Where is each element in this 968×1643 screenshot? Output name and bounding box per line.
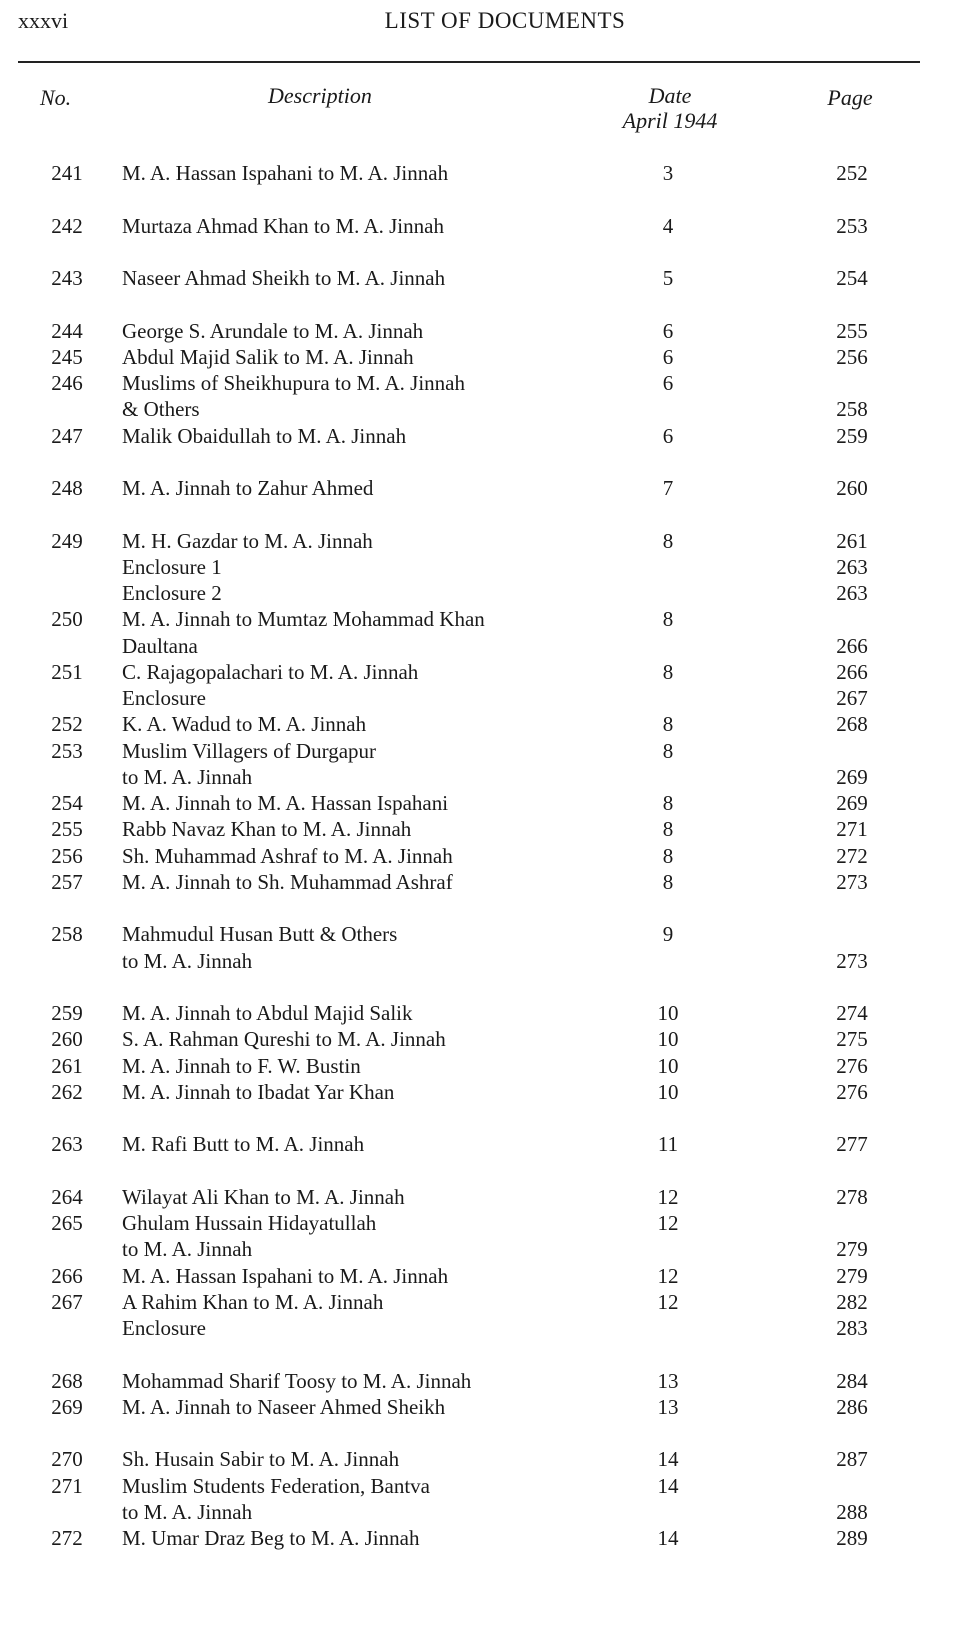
document-page: 259: [836, 423, 868, 448]
document-page: 267: [836, 686, 868, 710]
document-number: 269: [51, 1394, 83, 1419]
list-row: [0, 1289, 968, 1315]
document-description: M. A. Jinnah to Sh. Muhammad Ashraf: [122, 869, 453, 894]
list-row: [0, 1499, 968, 1525]
spacer: [0, 239, 968, 265]
header-rule: [18, 61, 920, 63]
document-date: 13: [657, 1394, 679, 1419]
document-description: Malik Obaidullah to M. A. Jinnah: [122, 423, 407, 448]
document-page: 282: [836, 1289, 868, 1314]
document-page: 283: [836, 1316, 868, 1340]
document-date: 12: [657, 1184, 679, 1209]
document-number: 247: [51, 423, 83, 448]
document-page: 266: [836, 659, 868, 684]
document-date: 8: [662, 659, 674, 684]
document-date: 8: [662, 528, 674, 553]
list-row: [0, 1210, 968, 1236]
document-date: 14: [657, 1447, 679, 1472]
list-row: [0, 1368, 968, 1394]
document-number: 253: [51, 738, 83, 763]
document-description: Enclosure: [122, 1316, 206, 1340]
document-description: to M. A. Jinnah: [122, 1237, 253, 1262]
spacer: [0, 291, 968, 317]
document-number: 255: [51, 817, 83, 842]
document-page: 266: [836, 633, 868, 658]
document-number: 258: [51, 922, 83, 947]
document-description: S. A. Rahman Qureshi to M. A. Jinnah: [122, 1027, 446, 1052]
document-page: 252: [836, 161, 868, 185]
list-row: [0, 1263, 968, 1289]
document-description: M. A. Jinnah to M. A. Hassan Ispahani: [122, 791, 449, 815]
document-date: 8: [662, 607, 674, 632]
document-description: M. H. Gazdar to M. A. Jinnah: [122, 528, 373, 553]
document-description: C. Rajagopalachari to M. A. Jinnah: [122, 659, 419, 684]
document-description: Sh. Husain Sabir to M. A. Jinnah: [122, 1447, 400, 1472]
document-page: 279: [836, 1237, 868, 1262]
list-row: [0, 580, 968, 606]
list-row: [0, 528, 968, 554]
document-date: 8: [662, 817, 674, 842]
document-date: 14: [657, 1526, 679, 1550]
document-description: Ghulam Hussain Hidayatullah: [122, 1211, 377, 1235]
document-page: 286: [836, 1394, 868, 1419]
list-row: [0, 685, 968, 711]
list-row: [0, 1026, 968, 1052]
list-row: [0, 370, 968, 396]
document-number: 256: [51, 843, 83, 868]
document-date: 12: [657, 1211, 679, 1235]
document-description: to M. A. Jinnah: [122, 948, 253, 973]
page-folio: xxxvi: [18, 8, 69, 33]
document-date: 12: [657, 1289, 679, 1314]
document-number: 262: [51, 1079, 83, 1104]
document-number: 272: [51, 1526, 83, 1550]
document-number: 251: [51, 659, 83, 684]
document-date: 8: [662, 843, 674, 868]
list-row: [0, 1473, 968, 1499]
document-number: 245: [51, 344, 83, 369]
document-description: M. A. Jinnah to Abdul Majid Salik: [122, 1001, 413, 1025]
document-date: 11: [657, 1132, 679, 1157]
document-date: 3: [662, 161, 674, 185]
list-row: [0, 1525, 968, 1551]
spacer: [0, 501, 968, 527]
document-number: 261: [51, 1053, 83, 1078]
list-row: [0, 1053, 968, 1079]
document-page: 271: [836, 817, 868, 842]
list-row: [0, 213, 968, 239]
list-row: [0, 843, 968, 869]
document-description: Enclosure 1: [122, 554, 222, 579]
spacer: [0, 1341, 968, 1367]
document-page: 273: [836, 869, 868, 894]
list-row: [0, 344, 968, 370]
spacer: [0, 1158, 968, 1184]
document-page: 269: [836, 764, 868, 789]
list-row: [0, 554, 968, 580]
document-date: 10: [657, 1027, 679, 1052]
document-page: 258: [836, 397, 868, 422]
document-page: 272: [836, 843, 868, 868]
document-description: Sh. Muhammad Ashraf to M. A. Jinnah: [122, 843, 453, 868]
document-page: 256: [836, 344, 868, 369]
list-row: [0, 1131, 968, 1157]
spacer: [0, 1420, 968, 1446]
document-page: 289: [836, 1526, 868, 1550]
document-description: Daultana: [122, 633, 198, 658]
document-description: Wilayat Ali Khan to M. A. Jinnah: [122, 1184, 405, 1209]
column-header-description: Description: [268, 83, 372, 108]
document-description: George S. Arundale to M. A. Jinnah: [122, 318, 424, 343]
document-date: 13: [657, 1368, 679, 1393]
list-row: [0, 396, 968, 422]
list-row: [0, 423, 968, 449]
document-page: 274: [836, 1001, 868, 1025]
document-page: 288: [836, 1499, 868, 1524]
document-number: 270: [51, 1447, 83, 1472]
document-page: 279: [836, 1263, 868, 1288]
document-page: 276: [836, 1053, 868, 1078]
document-date: 10: [657, 1079, 679, 1104]
document-page: 278: [836, 1184, 868, 1209]
document-page: 287: [836, 1447, 868, 1472]
document-number: 268: [51, 1368, 83, 1393]
document-page: 275: [836, 1027, 868, 1052]
list-row: [0, 1079, 968, 1105]
column-header-no: No.: [40, 85, 72, 110]
column-header-date: [600, 83, 740, 133]
list-row: [0, 633, 968, 659]
document-number: 246: [51, 371, 83, 395]
column-header-page: Page: [827, 85, 873, 110]
document-description: M. A. Jinnah to F. W. Bustin: [122, 1053, 361, 1078]
document-number: 264: [51, 1184, 83, 1209]
document-date: 10: [657, 1053, 679, 1078]
document-page: 277: [836, 1132, 868, 1157]
column-header-date-month: April 1944: [622, 108, 718, 133]
document-page: 253: [836, 213, 868, 238]
document-description: M. A. Jinnah to Zahur Ahmed: [122, 476, 374, 500]
document-page: 254: [836, 266, 868, 290]
list-row: [0, 948, 968, 974]
list-row: [0, 265, 968, 291]
document-number: 254: [51, 791, 83, 815]
document-number: 260: [51, 1027, 83, 1052]
list-row: [0, 738, 968, 764]
document-description: Abdul Majid Salik to M. A. Jinnah: [122, 344, 414, 369]
list-row: [0, 921, 968, 947]
document-description: K. A. Wadud to M. A. Jinnah: [122, 712, 367, 737]
document-number: 242: [51, 213, 83, 238]
list-row: [0, 606, 968, 632]
document-date: 6: [662, 318, 674, 343]
list-row: [0, 711, 968, 737]
list-row: [0, 1000, 968, 1026]
document-description: Enclosure: [122, 686, 206, 710]
document-description: & Others: [122, 397, 200, 422]
document-number: 265: [51, 1211, 83, 1235]
document-date: 14: [657, 1473, 679, 1498]
document-page: 255: [836, 318, 868, 343]
document-number: 244: [51, 318, 83, 343]
list-row: [0, 659, 968, 685]
document-page: 263: [836, 554, 868, 579]
document-description: M. Rafi Butt to M. A. Jinnah: [122, 1132, 365, 1157]
document-number: 243: [51, 266, 83, 290]
document-date: 8: [662, 738, 674, 763]
document-description: Muslim Students Federation, Bantva: [122, 1473, 430, 1498]
document-description: Muslims of Sheikhupura to M. A. Jinnah: [122, 371, 466, 395]
document-page: 273: [836, 948, 868, 973]
document-description: Naseer Ahmad Sheikh to M. A. Jinnah: [122, 266, 446, 290]
list-row: [0, 1236, 968, 1262]
document-description: Muslim Villagers of Durgapur: [122, 738, 377, 763]
spacer: [0, 186, 968, 212]
document-page: 276: [836, 1079, 868, 1104]
document-number: 249: [51, 528, 83, 553]
list-row: [0, 816, 968, 842]
list-row: [0, 790, 968, 816]
document-number: 266: [51, 1263, 83, 1288]
document-date: 6: [662, 423, 674, 448]
document-page: 284: [836, 1368, 868, 1393]
document-description: Rabb Navaz Khan to M. A. Jinnah: [122, 817, 412, 842]
document-page: 269: [836, 791, 868, 815]
document-number: 250: [51, 607, 83, 632]
document-description: M. A. Hassan Ispahani to M. A. Jinnah: [122, 1263, 449, 1288]
document-date: 7: [662, 476, 674, 500]
page-title: LIST OF DOCUMENTS: [384, 8, 626, 33]
document-number: 271: [51, 1473, 83, 1498]
list-row: [0, 1394, 968, 1420]
document-page: 263: [836, 581, 868, 605]
list-row: [0, 1184, 968, 1210]
documents-list: [0, 160, 968, 1551]
document-number: 252: [51, 712, 83, 737]
document-number: 248: [51, 476, 83, 500]
list-row: [0, 160, 968, 186]
document-date: 12: [657, 1263, 679, 1288]
document-date: 6: [662, 344, 674, 369]
document-date: 5: [662, 266, 674, 290]
document-description: M. A. Jinnah to Naseer Ahmed Sheikh: [122, 1394, 446, 1419]
spacer: [0, 895, 968, 921]
document-description: A Rahim Khan to M. A. Jinnah: [122, 1289, 384, 1314]
list-row: [0, 869, 968, 895]
spacer: [0, 449, 968, 475]
document-date: 8: [662, 712, 674, 737]
list-row: [0, 1446, 968, 1472]
document-date: 6: [662, 371, 674, 395]
document-page: 268: [836, 712, 868, 737]
document-description: Mohammad Sharif Toosy to M. A. Jinnah: [122, 1368, 472, 1393]
list-row: [0, 764, 968, 790]
document-number: 257: [51, 869, 83, 894]
list-row: [0, 318, 968, 344]
document-description: Murtaza Ahmad Khan to M. A. Jinnah: [122, 213, 444, 238]
document-date: 9: [662, 922, 674, 947]
spacer: [0, 974, 968, 1000]
document-date: 4: [662, 213, 674, 238]
document-description: Mahmudul Husan Butt & Others: [122, 922, 398, 947]
document-description: M. A. Hassan Ispahani to M. A. Jinnah: [122, 161, 449, 185]
list-row: [0, 1315, 968, 1341]
document-description: Enclosure 2: [122, 581, 222, 605]
document-description: M. A. Jinnah to Mumtaz Mohammad Khan: [122, 607, 485, 632]
document-page: 261: [836, 528, 868, 553]
spacer: [0, 1105, 968, 1131]
document-date: 10: [657, 1001, 679, 1025]
document-number: 263: [51, 1132, 83, 1157]
document-number: 241: [51, 161, 83, 185]
document-date: 8: [662, 791, 674, 815]
document-date: 8: [662, 869, 674, 894]
document-number: 259: [51, 1001, 83, 1025]
document-description: to M. A. Jinnah: [122, 1499, 253, 1524]
document-description: M. Umar Draz Beg to M. A. Jinnah: [122, 1526, 420, 1550]
document-description: to M. A. Jinnah: [122, 764, 253, 789]
document-number: 267: [51, 1289, 83, 1314]
document-description: M. A. Jinnah to Ibadat Yar Khan: [122, 1079, 395, 1104]
document-page: 260: [836, 476, 868, 500]
column-header-date-label: Date: [648, 83, 692, 108]
list-row: [0, 475, 968, 501]
